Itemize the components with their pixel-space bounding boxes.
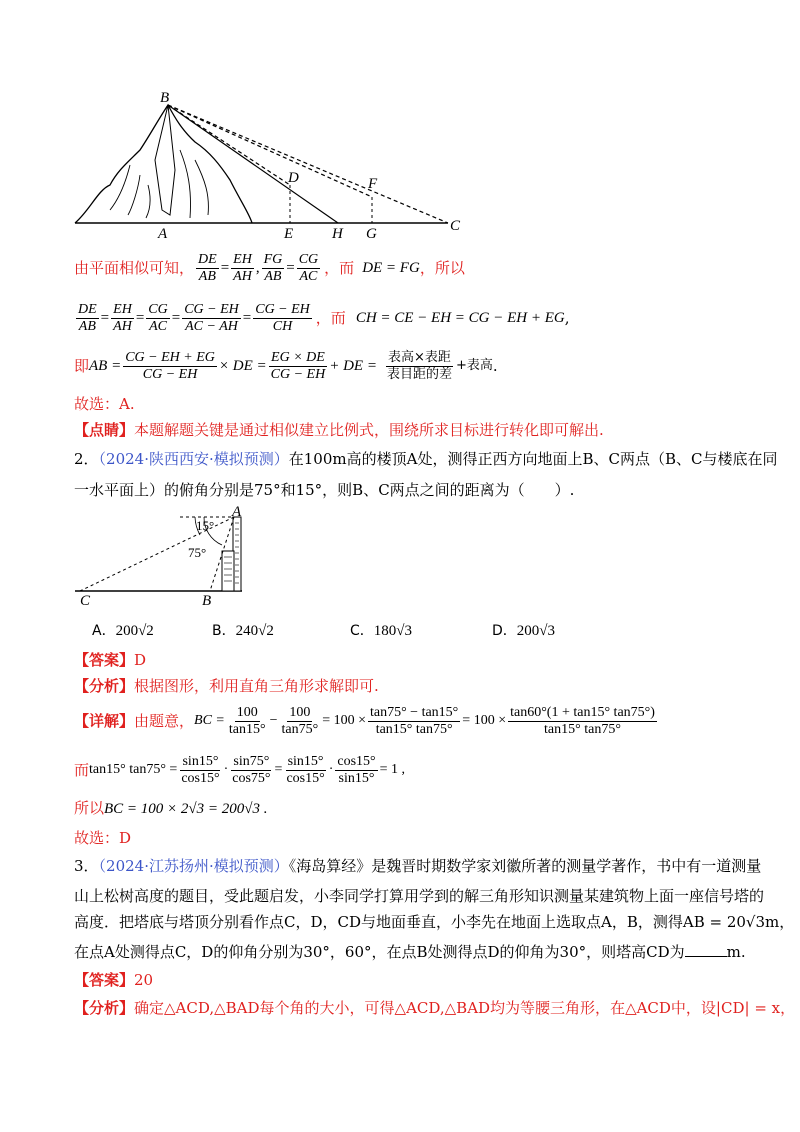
frac-eh-ah: $\frac{EH}{AH}$ <box>233 251 252 284</box>
problem2-answer: 【答案】D <box>74 651 147 669</box>
problem3-text3: 高度．把塔底与塔顶分别看作点C，D，CD与地面垂直，小李先在地面上选取点A，B，测得AB = 20√3m， <box>74 913 795 931</box>
label-H: H <box>332 226 343 240</box>
frac-fg-ab: $\frac{FG}{AB}$ <box>263 251 283 284</box>
solution1-line1-eq: DE = FG <box>362 260 420 276</box>
fig2-label-A: A <box>232 505 242 520</box>
label-F: F <box>368 176 378 192</box>
answer-blank[interactable] <box>685 942 727 957</box>
problem3-text4: 在点A处测得点C，D的仰角分别为30°，60°，在点B处测得点D的仰角为30°，则塔高CD为 m. <box>74 943 746 961</box>
option-A[interactable]: A．200√2 <box>92 623 154 639</box>
label-D: D <box>288 170 299 186</box>
problem2-analysis: 【分析】根据图形，利用直角三角形求解即可. <box>74 677 379 695</box>
problem3-text1: 3．（2024·江苏扬州·模拟预测）《海岛算经》是魏晋时期数学家刘徽所著的测量学著作，书中有一道测量 <box>74 857 762 875</box>
problem2-line3: 所以BC = 100 × 2√3 = 200√3 . <box>74 799 268 817</box>
solution1-line2-eq: CH = CE − EH = CG − EH + EG <box>355 310 565 326</box>
label-C: C <box>450 218 461 234</box>
frac-cg-ac: $\frac{CG}{AC}$ <box>298 251 319 284</box>
problem2-detail: 【详解】 由题意， BC = $\frac{100}{\tan 15^\circ}$ − $\frac{100}{\tan 75^\circ}$ = 100 × $\frac{\tan 75^\circ - \tan 15^\circ}{\tan 15^\circ \tan 75^\circ}$ = 100 × $\frac{\tan 60^\circ(1 + \tan 15^\circ \tan 75^\circ)}{\tan 15^\circ \tan 75^\circ}$ <box>74 704 655 737</box>
mountain-figure <box>70 90 470 240</box>
solution1-line3: 即 AB = $\frac{CG - EH + EG}{CG - EH}$ × DE = $\frac{EG \times DE}{CG - EH}$ + DE = $\frac{\text{表高×表距}}{\text{表目距的差}}$ +表高 . <box>74 349 498 382</box>
problem2-text2: 一水平面上）的俯角分别是75°和15°，则B、C两点之间的距离为（ ）. <box>74 481 575 499</box>
label-G: G <box>366 226 377 240</box>
problem3-analysis: 【分析】确定△ACD,△BAD每个角的大小，可得△ACD,△BAD均为等腰三角形，在△ACD中，设|CD| = x， <box>74 999 796 1017</box>
solution1-line1-prefix: 由平面相似可知， <box>74 259 195 277</box>
problem2-options <box>92 620 732 640</box>
fig2-label-75: 75° <box>188 545 207 560</box>
problem2-text: 2．（2024·陕西西安·模拟预测）在100m高的楼顶A处，测得正西方向地面上B、C两点（B、C与楼底在同 <box>74 450 778 468</box>
solution1-comment: 【点睛】本题解题关键是通过相似建立比例式，围绕所求目标进行转化即可解出. <box>74 421 604 439</box>
fig2-label-C: C <box>80 593 91 605</box>
solution1-line3-prefix: 即 <box>74 357 90 375</box>
label-A: A <box>158 226 168 240</box>
solution1-line1-suffix: ，所以 <box>419 259 465 277</box>
option-C[interactable]: C．180√3 <box>350 623 413 639</box>
building-figure <box>70 505 260 605</box>
solution1-choice: 故选：A. <box>74 395 135 413</box>
problem3-answer: 【答案】20 <box>74 971 154 989</box>
solution1-line1: 由平面相似可知， $\frac{DE}{AB}$ = $\frac{EH}{AH}$ , $\frac{FG}{AB}$ = $\frac{CG}{AC}$ ，而 DE = FG ，所以 <box>74 251 465 284</box>
solution1-line2: $\frac{DE}{AB}$ = $\frac{EH}{AH}$ = $\frac{CG}{AC}$ = $\frac{CG - EH}{AC - AH}$ = $\frac{CG - EH}{CH}$ ，而 CH = CE − EH = CG − EH + EG , <box>78 301 570 334</box>
fig2-label-15: 15° <box>196 518 215 533</box>
problem3-text2: 山上松树高度的题目，受此题启发，小李同学打算用学到的解三角形知识测量某建筑物上面一座信号塔的 <box>74 887 765 905</box>
label-E: E <box>284 226 294 240</box>
option-D[interactable]: D．200√3 <box>492 623 556 639</box>
solution1-line1-mid: ，而 <box>324 259 355 277</box>
problem2-choice: 故选：D <box>74 829 132 847</box>
option-B[interactable]: B．240√2 <box>212 623 274 639</box>
solution1-line2-mid: ，而 <box>315 309 346 327</box>
problem2-line2: 而 tan15° tan75° = $\frac{\sin 15^\circ}{\cos 15^\circ}$ · $\frac{\sin 75^\circ}{\cos 75^\circ}$ = $\frac{\sin 15^\circ}{\cos 15^\circ}$ · $\frac{\cos 15^\circ}{\sin 15^\circ}$ = 1 , <box>74 753 406 786</box>
label-B: B <box>160 90 170 106</box>
frac-de-ab: $\frac{DE}{AB}$ <box>198 251 217 284</box>
fig2-label-B: B <box>202 593 212 605</box>
